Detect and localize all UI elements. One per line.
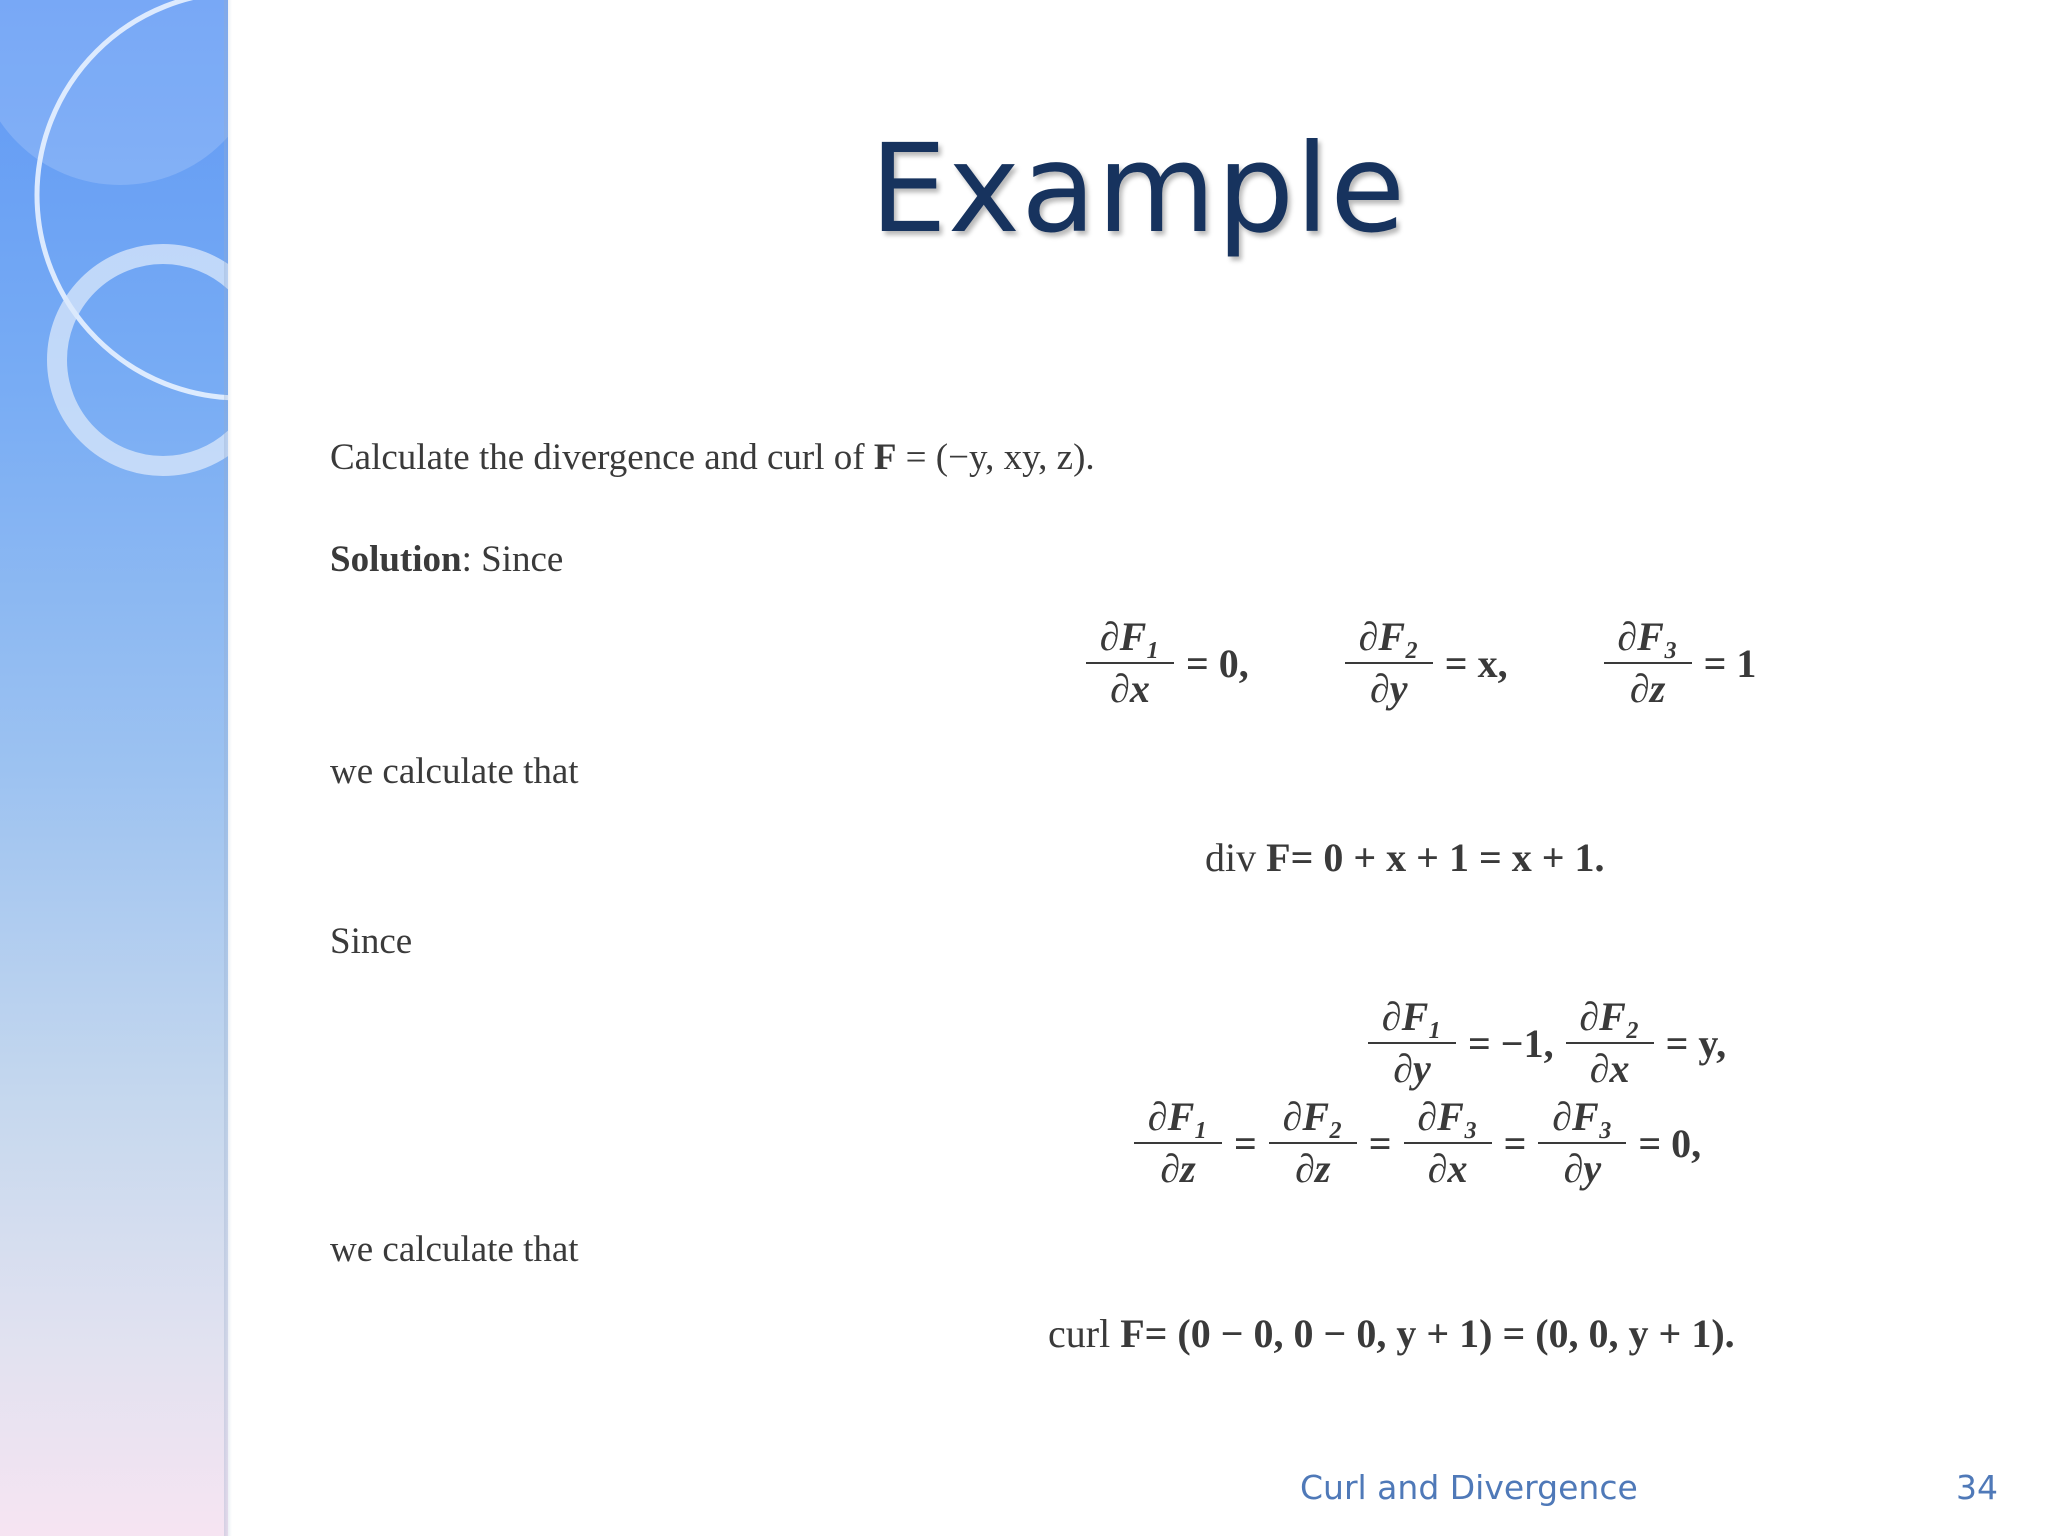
fraction-rhs: = x, [1444,640,1508,686]
curl-equation: curl F = (0 − 0, 0 − 0, y + 1) = (0, 0, y + 1). [1048,1311,1735,1356]
problem-field: F [873,437,897,478]
fraction: $\frac{\text{∂F₂}}{\partial x}$ [1566,996,1654,1090]
fraction-rhs: = [1234,1120,1257,1166]
fraction-rhs: = [1368,1120,1392,1166]
fraction-rhs: = 0, [1638,1120,1702,1166]
fraction: $\frac{\text{∂F₃}}{\partial z}$ [1604,616,1692,710]
fraction: $\frac{\text{∂F₁}}{\partial z}$ [1134,1096,1222,1190]
fraction: $\frac{\text{∂F₃}}{\partial y}$ [1538,1096,1626,1190]
fraction-rhs: = y, [1665,1020,1727,1066]
fraction: $\frac{\text{∂F₂}}{\partial y}$ [1345,616,1433,710]
partial-derivatives-row-2a [1362,996,1732,1090]
slide-title: Example [869,118,1407,260]
solution-line [330,538,563,581]
fraction-rhs: = 1 [1703,640,1757,686]
partial-derivatives-row-2b [1128,1096,1707,1190]
problem-suffix: = (−y, xy, z). [896,437,1095,478]
since-text: Since [330,921,413,962]
solution-label: Solution [330,539,462,580]
fraction: $\frac{\text{∂F₁}}{\partial y}$ [1368,996,1456,1090]
solution-suffix: : Since [461,539,564,580]
fraction: $\frac{\text{∂F₁}}{\partial x}$ [1086,616,1174,710]
problem-statement [330,436,1095,479]
fraction-rhs: = [1503,1120,1527,1166]
divergence-equation: div F = 0 + x + 1 = x + 1. [1205,835,1605,880]
fraction-rhs: = 0, [1186,640,1249,686]
fraction-rhs: = −1, [1468,1020,1554,1066]
page-number: 34 [1956,1468,1998,1507]
we-calculate-text-2: we calculate that [330,1229,579,1270]
we-calculate-text-1: we calculate that [330,751,579,792]
fraction: $\frac{\text{∂F₃}}{\partial x}$ [1404,1096,1492,1190]
partial-derivatives-row-1 [1080,616,1762,710]
fraction: $\frac{\text{∂F₂}}{\partial z}$ [1269,1096,1357,1190]
problem-prefix: Calculate the divergence and curl of [330,437,874,478]
footer-title: Curl and Divergence [1300,1468,1638,1507]
